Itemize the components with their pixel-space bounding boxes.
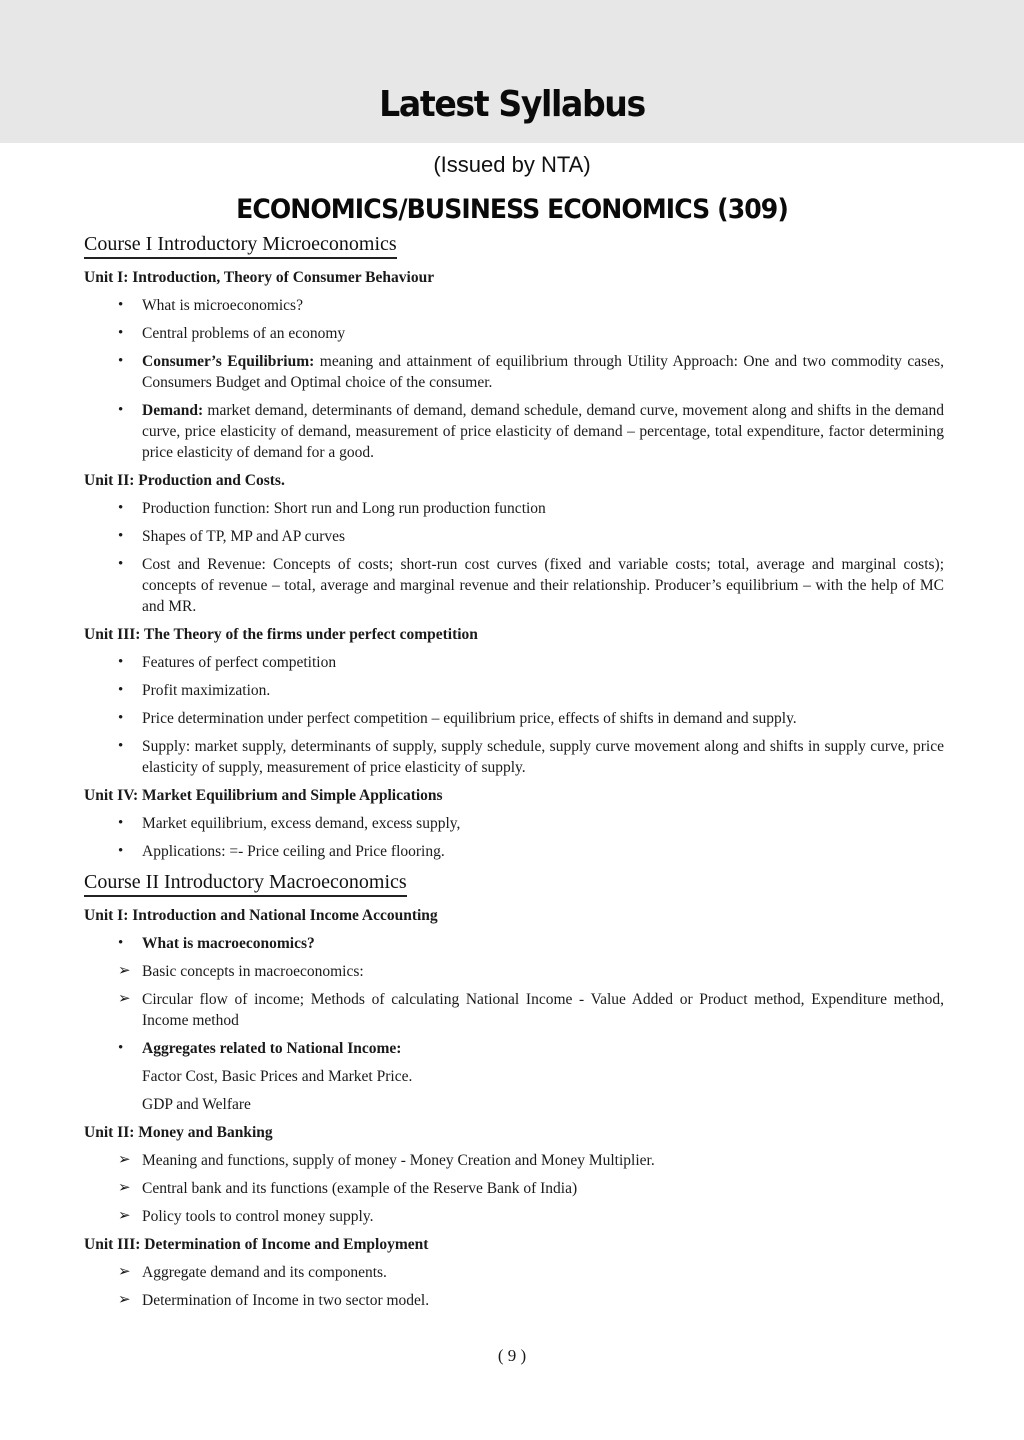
bullet-icon: • — [118, 710, 124, 726]
bullet-icon: • — [118, 528, 124, 544]
bullet-icon: • — [118, 353, 124, 369]
course-heading: Course I Introductory Microeconomics — [84, 233, 397, 259]
list-item: ➢ Determination of Income in two sector model. — [118, 1292, 430, 1309]
unit-heading: Unit III: The Theory of the firms under perfect competition — [84, 626, 478, 643]
bullet-icon: • — [118, 1040, 124, 1056]
unit-list — [84, 1150, 944, 1227]
list-item: • Market equilibrium, excess demand, excess supply, — [118, 815, 461, 832]
issuer-subtitle: (Issued by NTA) — [433, 152, 591, 177]
arrow-bullet-icon: ➢ — [118, 1152, 131, 1168]
bullet-icon: • — [118, 297, 124, 313]
banner-title: Latest Syllabus — [379, 84, 645, 125]
bullet-icon: • — [118, 654, 124, 670]
arrow-bullet-icon: ➢ — [118, 991, 131, 1007]
course-heading: Course II Introductory Macroeconomics — [84, 871, 407, 897]
bullet-icon: • — [118, 843, 124, 859]
bullet-icon: • — [118, 682, 124, 698]
bullet-icon: • — [118, 402, 124, 418]
page-number: ( 9 ) — [497, 1346, 527, 1365]
plain-line: Factor Cost, Basic Prices and Market Price. — [142, 1068, 413, 1085]
unit-list — [84, 933, 944, 1059]
syllabus-content — [84, 233, 944, 1318]
list-item: • Cost and Revenue: Concepts of costs; short-run cost curves (fixed and variable costs; total, average and marginal costs); concepts of revenue – total, average and marginal revenue and their relationship. Producer’s equilibrium – with the help of MC and MR. — [118, 556, 944, 615]
unit-heading: Unit IV: Market Equilibrium and Simple Applications — [84, 787, 443, 804]
list-item: • Central problems of an economy — [118, 325, 346, 342]
bullet-icon: • — [118, 738, 124, 754]
unit-heading: Unit I: Introduction, Theory of Consumer Behaviour — [84, 269, 435, 286]
header-banner — [0, 0, 1024, 143]
plain-line: GDP and Welfare — [142, 1096, 251, 1113]
list-item: • Features of perfect competition — [118, 654, 337, 671]
arrow-bullet-icon: ➢ — [118, 963, 131, 979]
bullet-icon: • — [118, 935, 124, 951]
list-item: • Supply: market supply, determinants of supply, supply schedule, supply curve movement along and shifts in supply curve, price elasticity of supply, measurement of price elasticity of supply. — [118, 738, 944, 776]
arrow-bullet-icon: ➢ — [118, 1292, 131, 1308]
list-item: • Demand: market demand, determinants of demand, demand schedule, demand curve, movement along and shifts in the demand curve, price elasticity of demand, measurement of price elasticity of demand – percentage, total expenditure, factor determining price elasticity of demand for a good. — [118, 402, 944, 461]
unit-heading: Unit I: Introduction and National Income Accounting — [84, 907, 438, 924]
list-item: ➢ Central bank and its functions (example of the Reserve Bank of India) — [118, 1180, 578, 1197]
bullet-icon: • — [118, 325, 124, 341]
unit-heading: Unit II: Production and Costs. — [84, 472, 285, 489]
list-item: • Shapes of TP, MP and AP curves — [118, 528, 346, 545]
bullet-icon: • — [118, 556, 124, 572]
list-item: • What is microeconomics? — [118, 297, 303, 314]
list-item: • Production function: Short run and Long run production function — [118, 500, 546, 517]
unit-heading: Unit III: Determination of Income and Employment — [84, 1236, 429, 1253]
list-item: ➢ Aggregate demand and its components. — [118, 1264, 387, 1281]
list-item: • Price determination under perfect competition – equilibrium price, effects of shifts in demand and supply. — [118, 710, 797, 727]
arrow-bullet-icon: ➢ — [118, 1264, 131, 1280]
unit-list — [84, 295, 944, 463]
list-item: • Aggregates related to National Income: — [118, 1040, 402, 1057]
unit-list — [84, 1262, 944, 1311]
list-item: • What is macroeconomics? — [118, 935, 315, 952]
unit-list — [84, 652, 944, 778]
list-item: ➢ Policy tools to control money supply. — [118, 1208, 374, 1225]
bullet-icon: • — [118, 500, 124, 516]
list-item: ➢ Meaning and functions, supply of money - Money Creation and Money Multiplier. — [118, 1152, 655, 1169]
unit-list — [84, 813, 944, 862]
unit-list — [84, 498, 944, 617]
page-title: ECONOMICS/BUSINESS ECONOMICS (309) — [236, 194, 788, 225]
list-item: ➢ Circular flow of income; Methods of calculating National Income - Value Added or Product method, Expenditure method, Income method — [118, 991, 944, 1029]
list-item: • Profit maximization. — [118, 682, 271, 699]
list-item: ➢ Basic concepts in macroeconomics: — [118, 963, 364, 980]
bullet-icon: • — [118, 815, 124, 831]
unit-heading: Unit II: Money and Banking — [84, 1124, 273, 1141]
arrow-bullet-icon: ➢ — [118, 1208, 131, 1224]
list-item: • Consumer’s Equilibrium: meaning and attainment of equilibrium through Utility Approach: One and two commodity cases, Consumers Budget and Optimal choice of the consumer. — [118, 353, 944, 391]
arrow-bullet-icon: ➢ — [118, 1180, 131, 1196]
list-item: • Applications: =- Price ceiling and Price flooring. — [118, 843, 445, 860]
